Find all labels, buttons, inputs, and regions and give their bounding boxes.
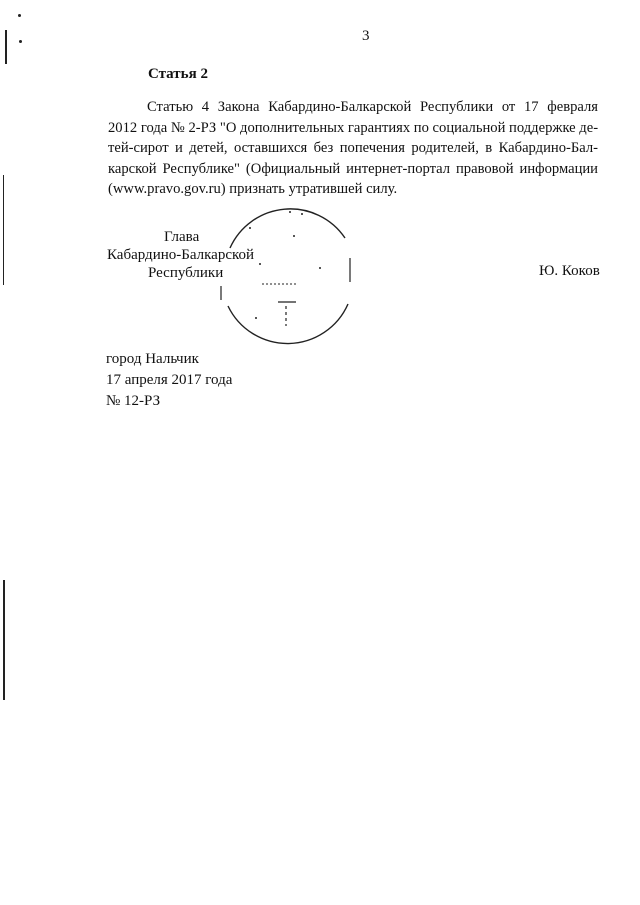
article-text-line: Статью 4 Закона Кабардино-Балкарской Республики от 17 февраля	[147, 99, 598, 115]
official-seal-stamp	[210, 196, 360, 348]
scan-edge-mark	[3, 175, 4, 285]
signer-title-line: Кабардино-Балкарской	[107, 247, 255, 263]
article-heading: Статья 2	[148, 66, 208, 82]
article-text-line: (www.pravo.gov.ru) признать утратившей силу.	[108, 181, 398, 197]
signing-date: 17 апреля 2017 года	[106, 372, 233, 388]
article-text-line: карской Республике" (Официальный интернет-портал правовой информации	[108, 160, 598, 177]
page-number: 3	[362, 28, 370, 44]
signing-city: город Нальчик	[106, 351, 199, 367]
law-number: № 12-РЗ	[106, 393, 161, 409]
scan-edge-mark	[3, 580, 5, 700]
article-text-line: 2012 года № 2-РЗ "О дополнительных гарантиях по социальной поддержке де-	[108, 119, 599, 136]
signer-title-line: Республики	[148, 265, 224, 281]
scan-edge-mark	[19, 40, 22, 43]
scan-edge-mark	[5, 30, 7, 64]
article-text-line: тей-сирот и детей, оставшихся без попечения родителей, в Кабардино-Бал-	[108, 140, 598, 156]
signer-title-line: Глава	[164, 229, 200, 245]
scan-edge-mark	[18, 14, 21, 17]
article-body	[108, 97, 598, 200]
signer-name: Ю. Коков	[539, 263, 600, 279]
signing-place-block	[106, 349, 232, 412]
